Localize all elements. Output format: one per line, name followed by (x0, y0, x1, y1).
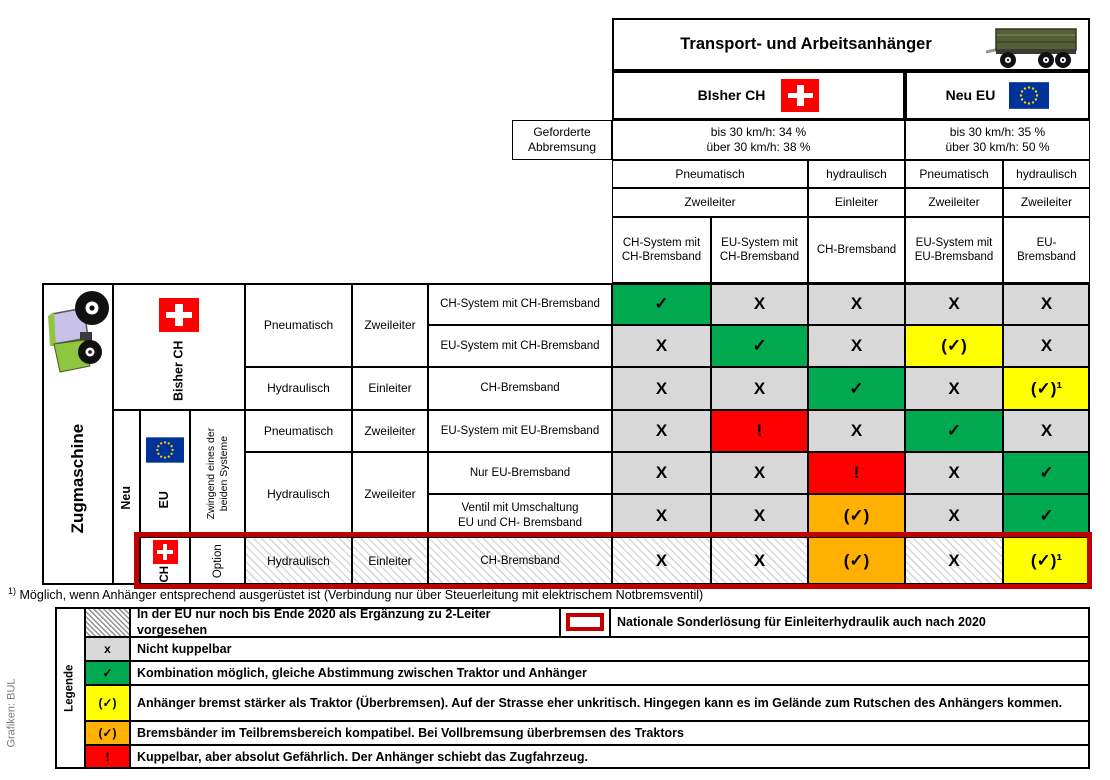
footnote-text: Möglich, wenn Anhänger entsprechend ausgerüstet ist (Verbindung nur über Steuerleitung mit elektrischem Notbremsventil) (19, 588, 704, 603)
legend-symbol-redframe (560, 607, 610, 637)
side-leiter-2: Zweileiter (352, 410, 428, 452)
row-group-neu (113, 410, 140, 585)
footnote (8, 586, 703, 602)
neu-label: Neu (118, 485, 133, 510)
legend-text-orange: Bremsbänder im Teilbremsbereich kompatibel. Bei Vollbremsung überbremsen des Traktors (130, 721, 1090, 745)
matrix-cell: ✓ (1003, 494, 1090, 537)
col-leiter-zweileiter-eu: Zweileiter (905, 188, 1003, 217)
legend-text-green: Kombination möglich, gleiche Abstimmung zwischen Traktor und Anhänger (130, 661, 1090, 685)
col-system-pneumatic-eu: Pneumatisch (905, 160, 1003, 188)
ch-label: CH (158, 565, 171, 583)
swiss-flag-icon (159, 298, 199, 332)
side-system-2: Pneumatisch (245, 410, 352, 452)
matrix-cell: X (808, 283, 905, 325)
legend-title-cell (55, 607, 85, 769)
matrix-cell: X (905, 537, 1003, 585)
col-header-0: CH-System mit CH-Bremsband (612, 217, 711, 283)
matrix-cell: (✓) (808, 537, 905, 585)
col-header-4: EU-Bremsband (1003, 217, 1090, 283)
matrix-cell: ✓ (612, 283, 711, 325)
matrix-cell: ! (808, 452, 905, 494)
legend-symbol-hatch (85, 607, 130, 637)
eu-braking-low: bis 30 km/h: 35 % (949, 125, 1046, 139)
row-header-6: CH-Bremsband (428, 537, 612, 585)
eu-flag-icon (1009, 82, 1049, 109)
swiss-flag-icon (153, 540, 178, 564)
row-header-0: CH-System mit CH-Bremsband (428, 283, 612, 325)
col-leiter-zweileiter-eu2: Zweileiter (1003, 188, 1090, 217)
zwingend-cell (190, 410, 245, 537)
required-braking-line1: Geforderte (533, 125, 591, 139)
ch-column-label: BIsher CH (697, 86, 766, 103)
header-eu-cell (905, 71, 1090, 120)
matrix-cell: X (1003, 325, 1090, 367)
matrix-cell: X (808, 410, 905, 452)
legend-text-yellow: Anhänger bremst stärker als Traktor (Überbremsen). Auf der Strasse eher unkritisch. Hingegen kann es im Gelände zum Rutschen des Anhängers kommen. (130, 685, 1090, 721)
matrix-cell: X (612, 367, 711, 410)
zugmaschine-cell (42, 283, 113, 585)
legend-symbol-yellow: (✓) (85, 685, 130, 721)
header-title-cell (612, 18, 1090, 71)
matrix-cell: X (612, 494, 711, 537)
option-label: Option (211, 544, 224, 578)
legend-title: Legende (63, 664, 76, 712)
matrix-cell: X (1003, 410, 1090, 452)
matrix-cell: ✓ (905, 410, 1003, 452)
col-system-pneumatic-ch: Pneumatisch (612, 160, 808, 188)
matrix-cell: (✓) (905, 325, 1003, 367)
legend-text-redframe: Nationale Sonderlösung für Einleiterhydraulik auch nach 2020 (610, 607, 1090, 637)
eu-label: EU (157, 490, 172, 509)
matrix-cell: X (612, 537, 711, 585)
eu-flag-icon (146, 437, 184, 463)
matrix-cell: X (612, 452, 711, 494)
legend-symbol-red: ! (85, 745, 130, 769)
ch-braking-low: bis 30 km/h: 34 % (710, 125, 807, 139)
credit-container (0, 650, 24, 775)
header-ch-cell (612, 71, 905, 120)
zugmaschine-label: Zugmaschine (67, 424, 87, 534)
matrix-cell: (✓)¹ (1003, 367, 1090, 410)
row-group-ch-option (140, 537, 190, 585)
row-group-bisher-ch (113, 283, 245, 410)
col-system-hydraulic-ch: hydraulisch (808, 160, 905, 188)
row-header-1: EU-System mit CH-Bremsband (428, 325, 612, 367)
legend-symbol-gray: x (85, 637, 130, 661)
trailer-icon (984, 23, 1084, 71)
matrix-cell: X (711, 283, 808, 325)
side-leiter-4: Einleiter (352, 537, 428, 585)
credit-text: Grafiken: BUL (6, 677, 18, 748)
col-header-1: EU-System mit CH-Bremsband (711, 217, 808, 283)
col-header-2: CH-Bremsband (808, 217, 905, 283)
legend-text-red: Kuppelbar, aber absolut Gefährlich. Der Anhänger schiebt das Zugfahrzeug. (130, 745, 1090, 769)
swiss-flag-icon (781, 79, 819, 112)
required-braking-line2: Abbremsung (527, 140, 597, 154)
eu-braking-high: über 30 km/h: 50 % (945, 140, 1050, 154)
matrix-cell: X (612, 410, 711, 452)
matrix-cell: X (612, 325, 711, 367)
eu-braking-values-cell (905, 120, 1090, 160)
col-system-hydraulic-eu: hydraulisch (1003, 160, 1090, 188)
row-group-eu (140, 410, 190, 537)
side-leiter-3: Zweileiter (352, 452, 428, 537)
legend-symbol-green: ✓ (85, 661, 130, 685)
matrix-cell: X (905, 367, 1003, 410)
col-header-3: EU-System mit EU-Bremsband (905, 217, 1003, 283)
legend-text-hatch: In der EU nur noch bis Ende 2020 als Ergänzung zu 2-Leiter vorgesehen (130, 607, 560, 637)
matrix-cell: X (905, 494, 1003, 537)
footnote-marker: 1) (8, 586, 17, 596)
ch-braking-values-cell (612, 120, 905, 160)
row-header-3: EU-System mit EU-Bremsband (428, 410, 612, 452)
legend-text-gray: Nicht kuppelbar (130, 637, 1090, 661)
matrix-cell: ✓ (711, 325, 808, 367)
matrix-cell: X (1003, 283, 1090, 325)
side-system-3: Hydraulisch (245, 452, 352, 537)
matrix-cell: X (905, 452, 1003, 494)
option-cell (190, 537, 245, 585)
zwingend-line1: Zwingend eines der (204, 427, 217, 520)
side-system-4: Hydraulisch (245, 537, 352, 585)
side-system-0: Pneumatisch (245, 283, 352, 367)
tractor-icon (44, 288, 112, 374)
row-header-4: Nur EU-Bremsband (428, 452, 612, 494)
matrix-cell: ✓ (1003, 452, 1090, 494)
side-leiter-1: Einleiter (352, 367, 428, 410)
col-leiter-zweileiter-ch: Zweileiter (612, 188, 808, 217)
matrix-cell: ! (711, 410, 808, 452)
col-leiter-einleiter-ch: Einleiter (808, 188, 905, 217)
matrix-cell: X (711, 537, 808, 585)
red-frame-icon (566, 613, 604, 631)
matrix-cell: X (711, 367, 808, 410)
zwingend-line2: beiden Systeme (217, 435, 230, 512)
required-braking-label-cell (512, 120, 612, 160)
matrix-cell: X (808, 325, 905, 367)
ch-braking-high: über 30 km/h: 38 % (706, 140, 811, 154)
matrix-cell: X (711, 494, 808, 537)
bisher-ch-label: Bisher CH (171, 340, 186, 401)
page-title: Transport- und Arbeitsanhänger (680, 35, 932, 54)
matrix-cell: X (711, 452, 808, 494)
matrix-cell: (✓) (808, 494, 905, 537)
legend-symbol-orange: (✓) (85, 721, 130, 745)
side-leiter-0: Zweileiter (352, 283, 428, 367)
row-header-5: Ventil mit Umschaltung EU und CH- Bremsband (428, 494, 612, 537)
side-system-1: Hydraulisch (245, 367, 352, 410)
matrix-cell: ✓ (808, 367, 905, 410)
matrix-cell: X (905, 283, 1003, 325)
row-header-2: CH-Bremsband (428, 367, 612, 410)
eu-column-label: Neu EU (945, 86, 996, 103)
matrix-cell: (✓)¹ (1003, 537, 1090, 585)
